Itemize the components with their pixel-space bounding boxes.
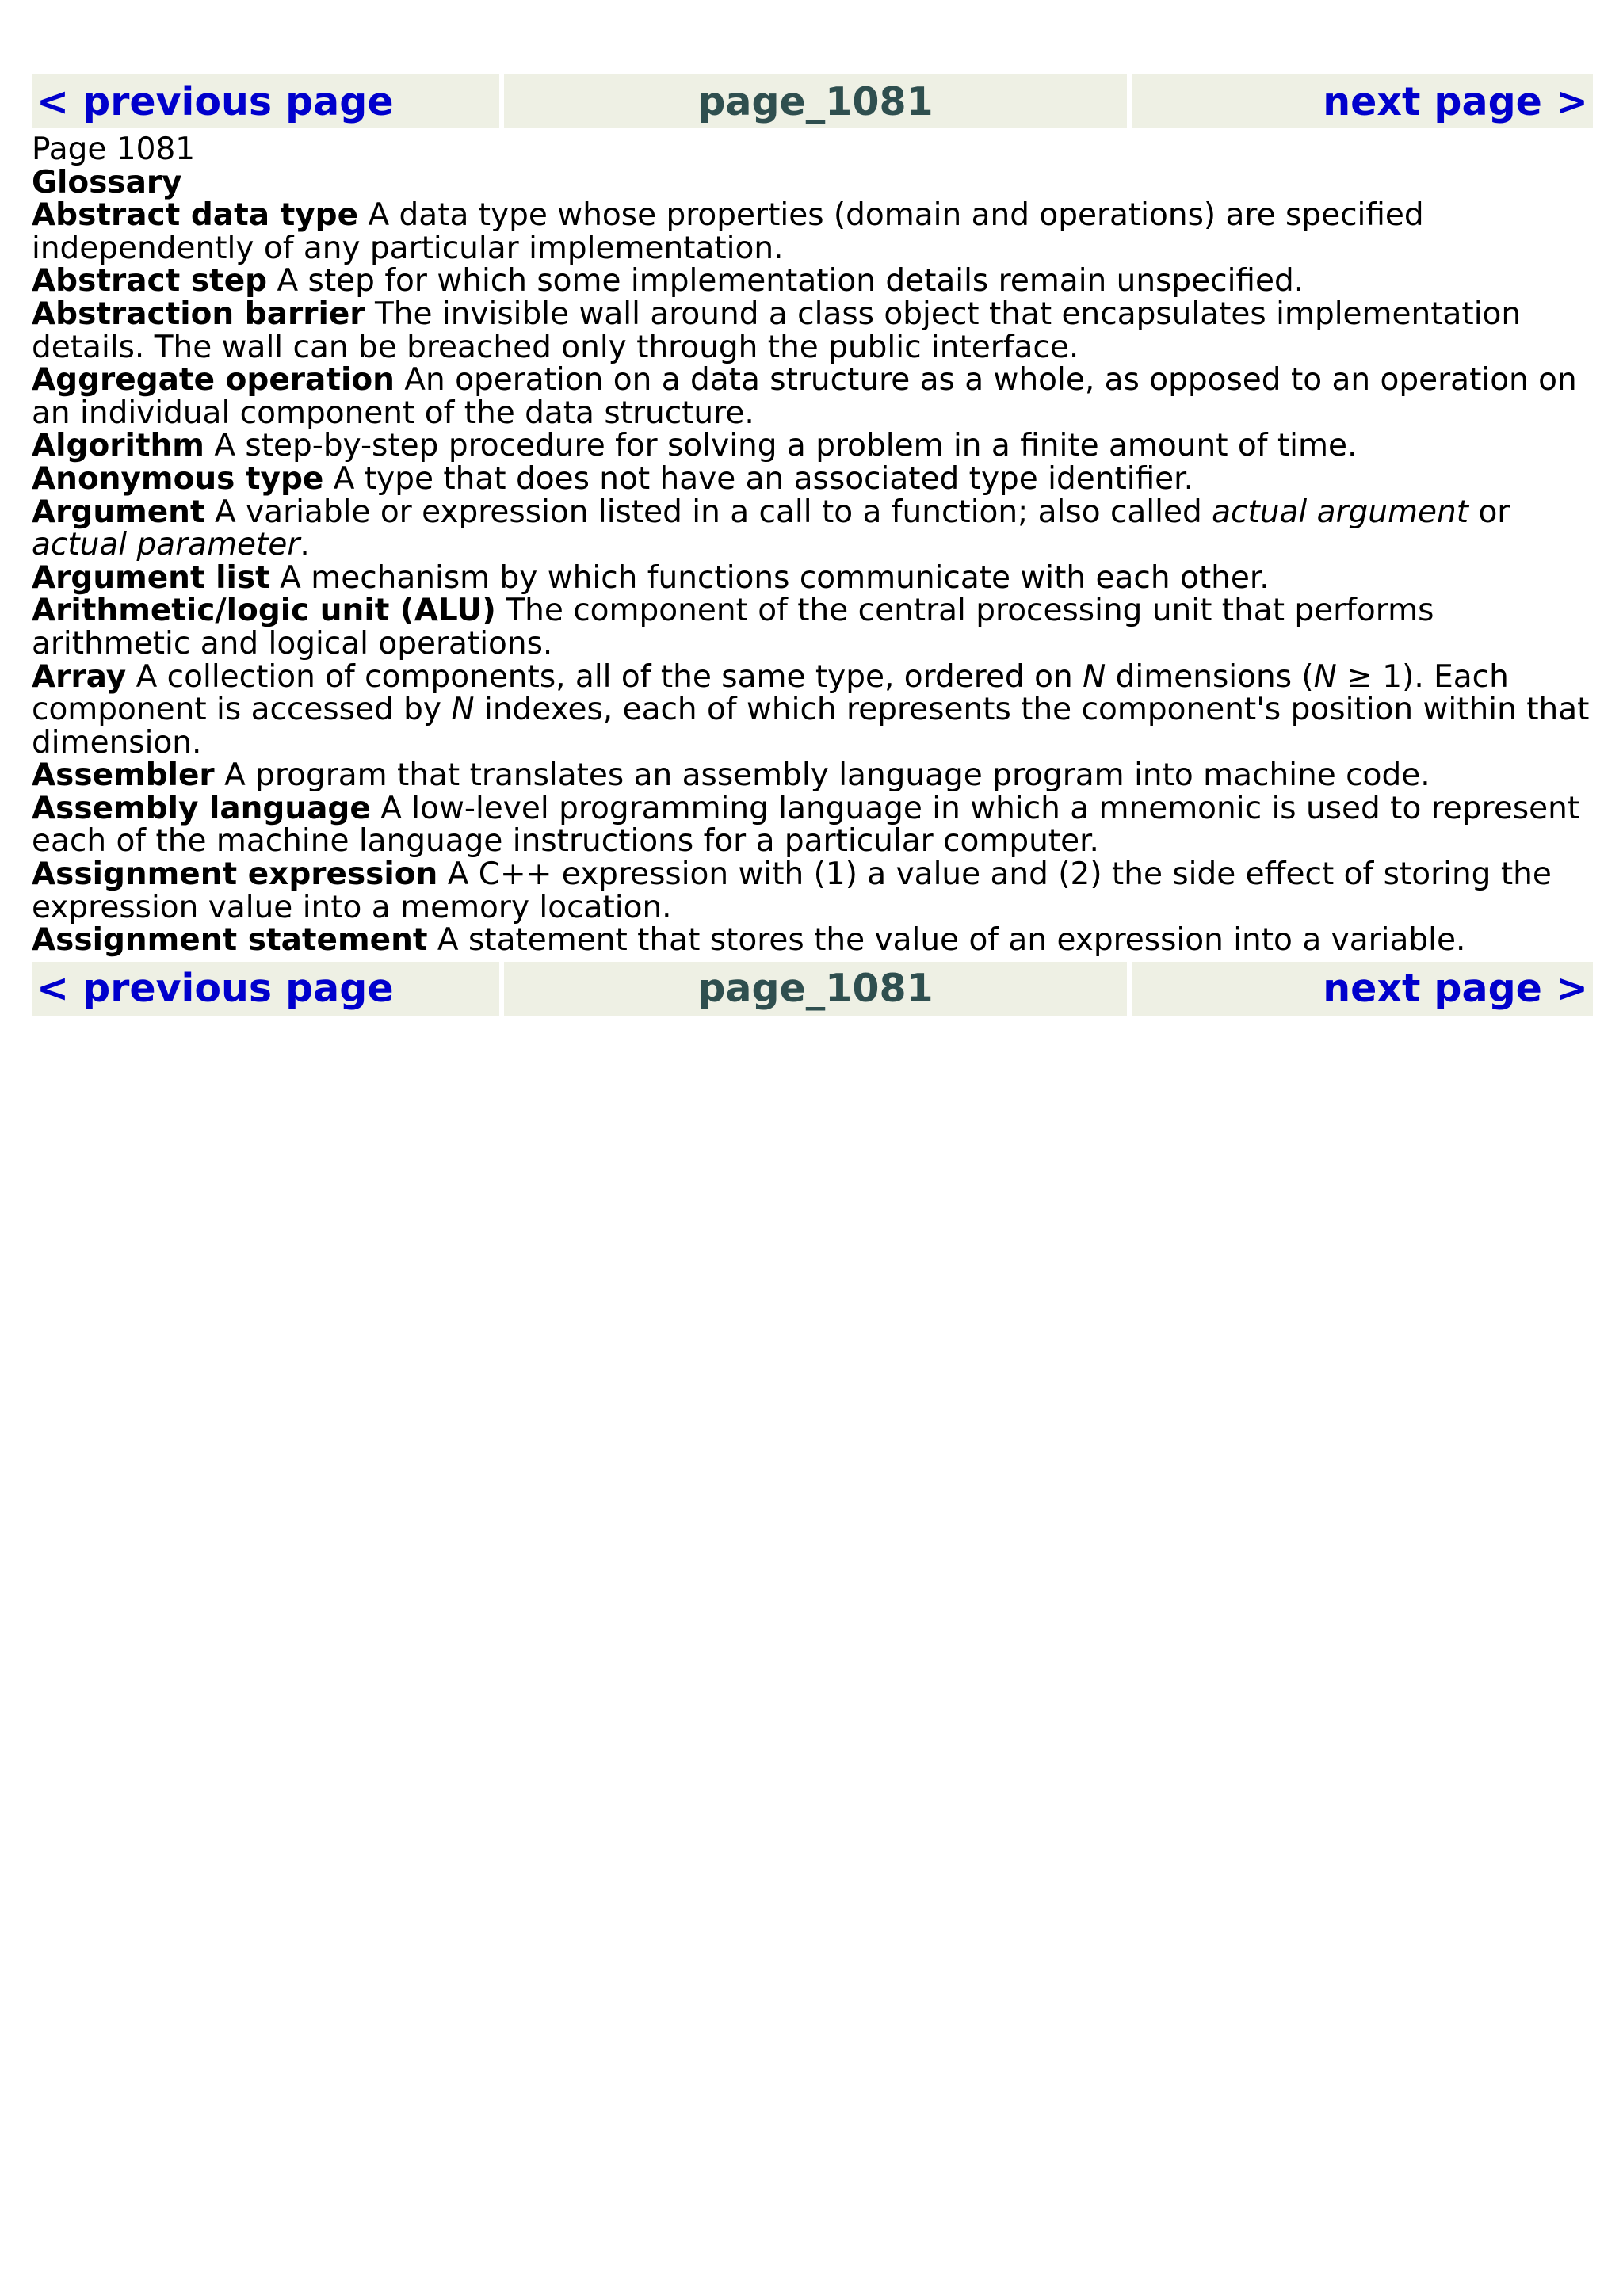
glossary-term: Argument list (32, 559, 270, 596)
top-navigation-bar (32, 74, 1593, 128)
top-next-cell (1132, 74, 1593, 128)
glossary-term: Abstraction barrier (32, 296, 365, 332)
bottom-page-label: page_1081 (504, 962, 1127, 1016)
glossary-definition: A mechanism by which functions communicate with each other. (280, 559, 1270, 596)
glossary-definition: A low-level programming language in which a mnemonic is used to represent each of the machine language instructions for a particular computer. (32, 790, 1580, 860)
glossary-term: Anonymous type (32, 460, 324, 497)
glossary-term: Assembler (32, 757, 215, 794)
bottom-next-page-link[interactable]: next page > (1323, 966, 1588, 1012)
bottom-previous-page-link[interactable]: < previous page (36, 966, 394, 1012)
glossary-entry (32, 924, 1593, 957)
glossary-entry (32, 199, 1593, 265)
top-next-page-link[interactable]: next page > (1323, 78, 1588, 124)
glossary-definition: or (1478, 494, 1510, 530)
glossary-definition: An operation on a data structure as a whole, as opposed to an operation on an individual component of the data structure. (32, 362, 1577, 431)
document-page (32, 74, 1593, 1016)
glossary-term: Abstract step (32, 263, 268, 299)
glossary-entry (32, 496, 1593, 562)
glossary-entry (32, 460, 1593, 497)
glossary-italic-variable: N (1313, 658, 1337, 695)
top-page-label: page_1081 (504, 74, 1127, 128)
glossary-definition: . (300, 527, 310, 563)
glossary-italic-term: actual parameter (32, 527, 300, 563)
glossary-entry (32, 759, 1593, 792)
glossary-definition: The component of the central processing unit that performs arithmetic and logical operations. (32, 593, 1434, 662)
glossary-entry (32, 658, 1593, 761)
glossary-definition: A variable or expression listed in a call to a function; also called (215, 494, 1202, 530)
glossary-entry (32, 594, 1593, 660)
glossary-definition: ≥ 1). Each component is accessed by (32, 658, 1509, 728)
glossary-term: Aggregate operation (32, 362, 395, 399)
glossary-entry (32, 559, 1593, 596)
bottom-navigation-bar (32, 962, 1593, 1016)
glossary-term: Assignment statement (32, 922, 428, 959)
glossary-definition: A C++ expression with (1) a value and (2) the side effect of storing the expression value into a memory location. (32, 856, 1552, 925)
glossary-definition: dimensions ( (1115, 658, 1314, 695)
glossary-content (32, 133, 1593, 957)
glossary-definition: A program that translates an assembly language program into machine code. (224, 757, 1430, 794)
glossary-entry (32, 792, 1593, 858)
glossary-definition: A statement that stores the value of an expression into a variable. (437, 922, 1466, 959)
glossary-entry (32, 429, 1593, 463)
bottom-next-cell (1132, 962, 1593, 1016)
glossary-heading: Glossary (32, 164, 182, 200)
glossary-definition: A step-by-step procedure for solving a problem in a finite amount of time. (214, 428, 1358, 464)
glossary-term: Argument (32, 494, 205, 530)
glossary-definition: A step for which some implementation details remain unspecified. (277, 263, 1304, 299)
glossary-entry (32, 265, 1593, 298)
glossary-term: Algorithm (32, 428, 204, 464)
glossary-entry (32, 858, 1593, 924)
glossary-term: Assembly language (32, 790, 371, 826)
top-prev-cell (32, 74, 499, 128)
glossary-definition: The invisible wall around a class object that encapsulates implementation details. The wall can be breached only through the public interface. (32, 296, 1522, 365)
glossary-definition: A type that does not have an associated type identifier. (333, 460, 1194, 497)
page-number: Page 1081 (32, 132, 196, 167)
glossary-term: Arithmetic/logic unit (ALU) (32, 593, 496, 629)
glossary-entry (32, 364, 1593, 429)
glossary-definition: A data type whose properties (domain and operations) are specified independently of any particular implementation. (32, 197, 1424, 266)
glossary-definition: A collection of components, all of the same type, ordered on (136, 658, 1073, 695)
glossary-italic-term: actual argument (1212, 494, 1469, 530)
glossary-italic-variable: N (1083, 658, 1106, 695)
glossary-entry (32, 298, 1593, 364)
glossary-definition: indexes, each of which represents the component's position within that dimension. (32, 692, 1590, 761)
top-previous-page-link[interactable]: < previous page (36, 78, 394, 124)
glossary-italic-variable: N (451, 692, 475, 728)
glossary-term: Abstract data type (32, 197, 359, 234)
glossary-term: Assignment expression (32, 856, 438, 893)
bottom-prev-cell (32, 962, 499, 1016)
glossary-term: Array (32, 658, 127, 695)
